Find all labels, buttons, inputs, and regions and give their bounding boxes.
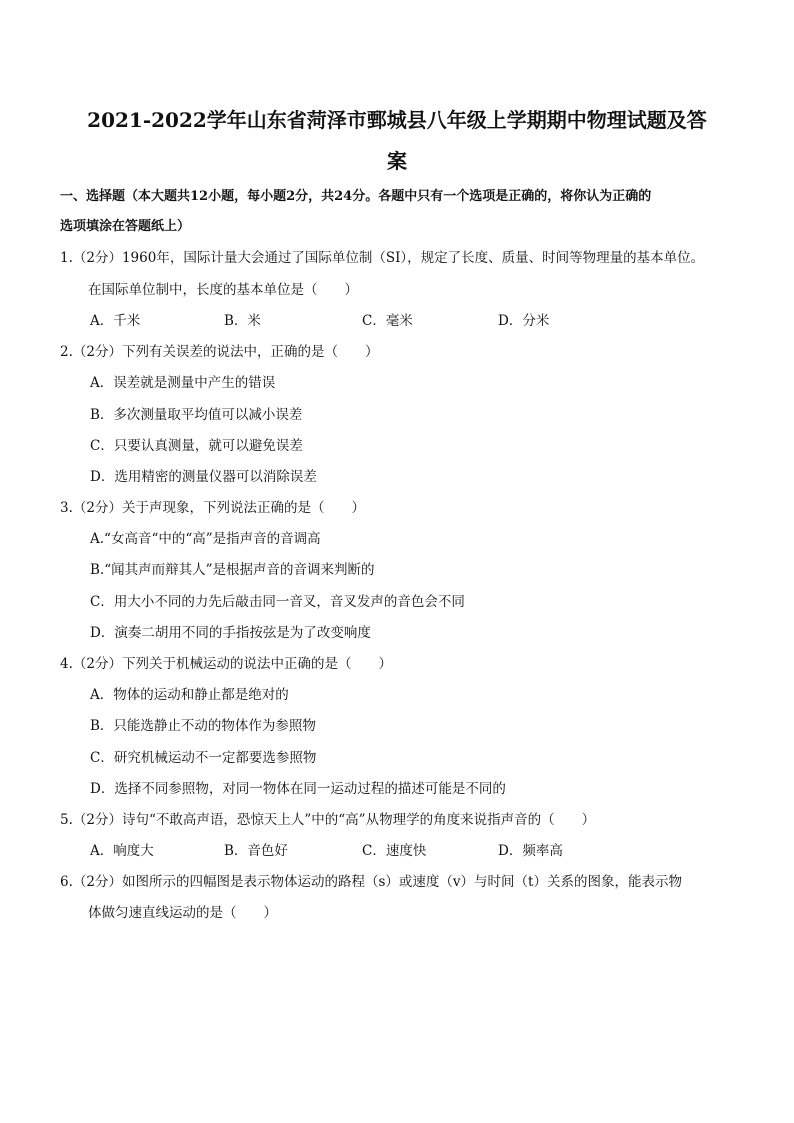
document-title-continued: 案 bbox=[387, 149, 407, 173]
q4-option-a: A．物体的运动和静止都是绝对的 bbox=[90, 687, 289, 703]
q3-option-d: D．演奏二胡用不同的手指按弦是为了改变响度 bbox=[90, 625, 371, 641]
q1-option-b: B．米 bbox=[224, 313, 261, 329]
q3-option-c: C．用大小不同的力先后敲击同一音叉，音叉发声的音色会不同 bbox=[90, 594, 465, 610]
q3-option-a: A.“女高音“中的“高”是指声音的音调高 bbox=[90, 531, 321, 547]
q4-option-d: D．选择不同参照物，对同一物体在同一运动过程的描述可能是不同的 bbox=[90, 781, 506, 797]
document-title: 2021-2022学年山东省菏泽市鄄城县八年级上学期期中物理试题及答 bbox=[87, 108, 707, 132]
q5-option-d: D．频率高 bbox=[498, 843, 563, 859]
q5-option-c: C．速度快 bbox=[362, 843, 427, 859]
q2-option-c: C．只要认真测量，就可以避免误差 bbox=[90, 438, 303, 454]
section-heading-continued: 选项填涂在答题纸上） bbox=[60, 219, 191, 234]
q1-option-d: D．分米 bbox=[498, 313, 550, 329]
section-heading: 一、选择题（本大题共12小题，每小题2分，共24分。各题中只有一个选项是正确的，将你认为正确的 bbox=[60, 189, 652, 204]
q5-option-b: B．音色好 bbox=[224, 843, 288, 859]
q3-option-b: B.“闻其声而辩其人”是根据声音的音调来判断的 bbox=[90, 562, 375, 578]
q1-option-c: C．毫米 bbox=[362, 313, 413, 329]
question-6: 6.（2分）如图所示的四幅图是表示物体运动的路程（s）或速度（v）与时间（t）关系的图象，能表示物 bbox=[60, 874, 682, 890]
q2-option-a: A．误差就是测量中产生的错误 bbox=[90, 375, 276, 391]
question-3: 3.（2分）关于声现象，下列说法正确的是（ ） bbox=[60, 500, 365, 516]
question-6-continued: 体做匀速直线运动的是（ ） bbox=[88, 905, 277, 921]
question-2: 2.（2分）下列有关误差的说法中，正确的是（ ） bbox=[60, 344, 379, 360]
q4-option-b: B．只能选静止不动的物体作为参照物 bbox=[90, 718, 316, 734]
question-5: 5.（2分）诗句“不敢高声语，恐惊天上人”中的“高”从物理学的角度来说指声音的（ ） bbox=[60, 812, 596, 828]
q5-option-a: A．响度大 bbox=[90, 843, 154, 859]
question-1: 1.（2分）1960年，国际计量大会通过了国际单位制（SI），规定了长度、质量、时间等物理量的基本单位。 bbox=[60, 250, 705, 266]
question-1-continued: 在国际单位制中，长度的基本单位是（ ） bbox=[88, 282, 358, 298]
question-4: 4.（2分）下列关于机械运动的说法中正确的是（ ） bbox=[60, 656, 392, 672]
q2-option-d: D．选用精密的测量仪器可以消除误差 bbox=[90, 469, 317, 485]
q1-option-a: A．千米 bbox=[90, 313, 141, 329]
q4-option-c: C．研究机械运动不一定都要选参照物 bbox=[90, 750, 317, 766]
q2-option-b: B．多次测量取平均值可以减小误差 bbox=[90, 407, 303, 423]
